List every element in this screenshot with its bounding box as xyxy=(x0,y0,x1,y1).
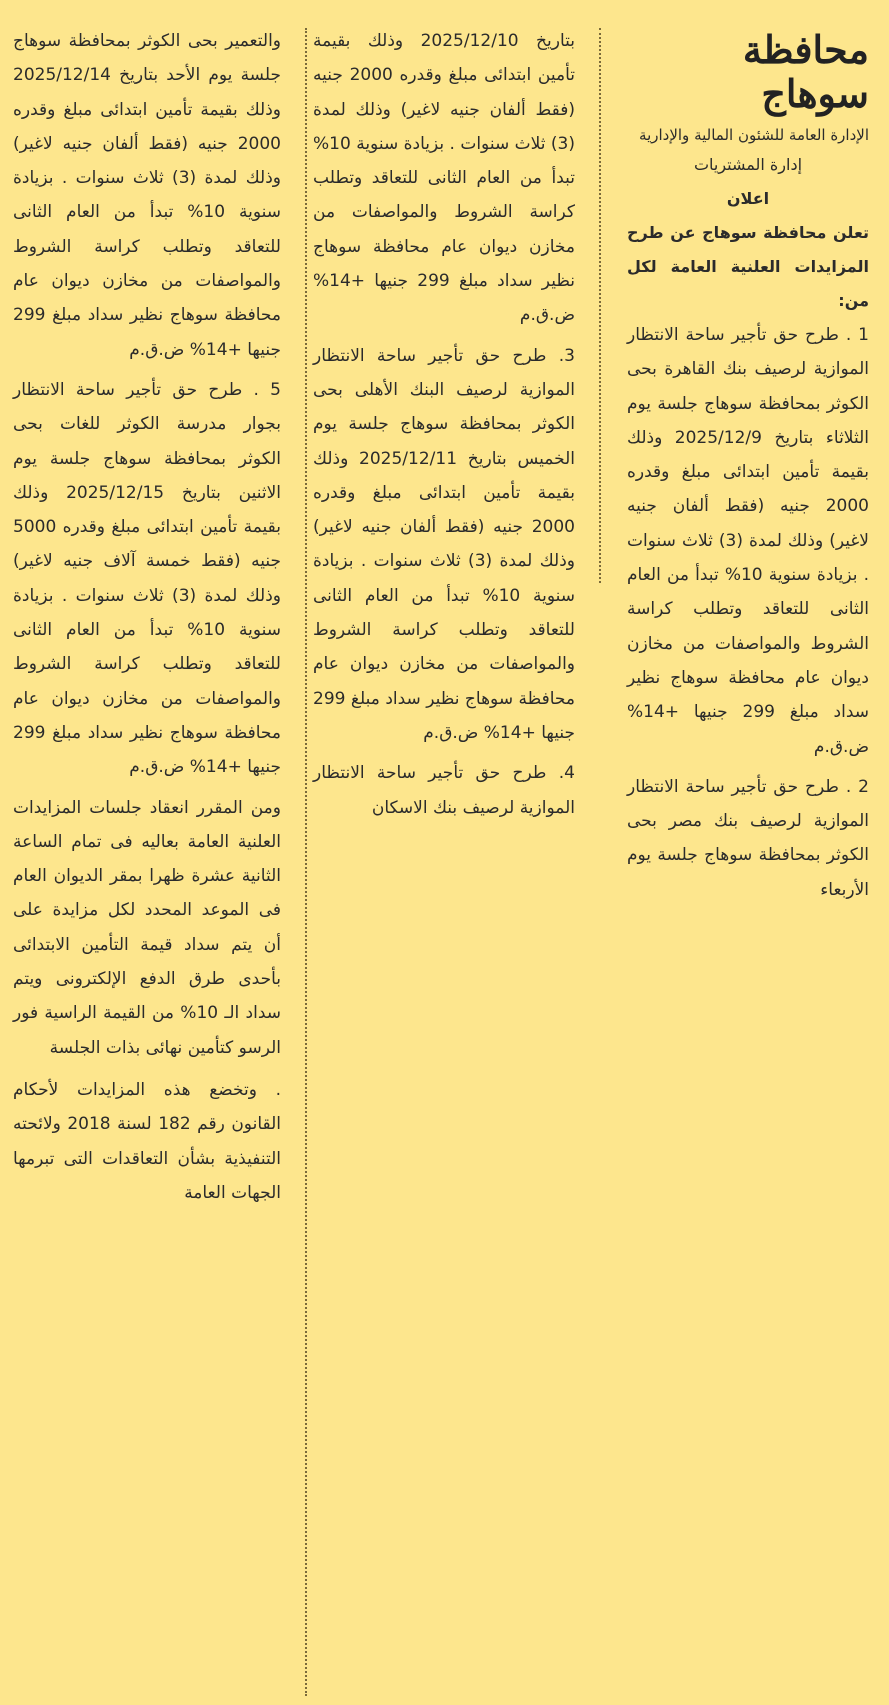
auction-item-3: 3. طرح حق تأجير ساحة الانتظار الموازية لرصيف البنك الأهلى بحى الكوثر بمحافظة سوهاج جلسة يوم الخميس بتاريخ 2025/12/11 وذلك بقيمة تأمين ابتدائى مبلغ وقدره 2000 جنيه (فقط ألفان جنيه لاغير) وذلك لمدة (3) ثلاث سنوات . بزيادة سنوية 10% تبدأ من العام الثانى للتعاقد وتطلب كراسة الشروط والمواصفات من مخازن ديوان عام محافظة سوهاج نظير سداد مبلغ 299 جنيها +14% ض.ق.م xyxy=(313,345,575,743)
auction-item-4-start: 4. طرح حق تأجير ساحة الانتظار الموازية لرصيف بنك الاسكان xyxy=(313,763,575,818)
auction-item-4-end: والتعمير بحى الكوثر بمحافظة سوهاج جلسة يوم الأحد بتاريخ 2025/12/14 وذلك بقيمة تأمين ابتدائى مبلغ وقدره 2000 جنيه (فقط ألفان جنيه لاغير) وذلك لمدة (3) ثلاث سنوات . بزيادة سنوية 10% تبدأ من العام الثانى للتعاقد وتطلب كراسة الشروط والمواصفات من مخازن ديوان عام محافظة سوهاج نظير سداد مبلغ 299 جنيها +14% ض.ق.م xyxy=(13,31,282,360)
auction-item-1: 1 . طرح حق تأجير ساحة الانتظار الموازية لرصيف بنك القاهرة بحى الكوثر بمحافظة سوهاج جلسة يوم الثلاثاء بتاريخ 2025/12/9 وذلك بقيمة تأمين ابتدائى مبلغ وقدره 2000 جنيه (فقط ألفان جنيه لاغير) وذلك لمدة (3) ثلاث سنوات . بزيادة سنوية 10% تبدأ من العام الثانى للتعاقد وتطلب كراسة الشروط والمواصفات من مخازن ديوان عام محافظة سوهاج نظير سداد مبلغ 299 جنيها +14% ض.ق.م xyxy=(627,325,869,757)
sub-department: إدارة المشتريات xyxy=(693,155,803,174)
column-divider xyxy=(599,28,601,583)
auction-item-2-end: بتاريخ 2025/12/10 وذلك بقيمة تأمين ابتدائى مبلغ وقدره 2000 جنيه (فقط ألفان جنيه لاغير) وذلك لمدة (3) ثلاث سنوات . بزيادة سنوية 10% تبدأ من العام الثانى للتعاقد وتطلب كراسة الشروط والمواصفات من مخازن ديوان عام محافظة سوهاج نظير سداد مبلغ 299 جنيها +14% ض.ق.م xyxy=(313,31,576,326)
column-divider xyxy=(305,28,307,1696)
auction-item-2-start: 2 . طرح حق تأجير ساحة الانتظار الموازية لرصيف بنك مصر بحى الكوثر بمحافظة سوهاج جلسة يوم الأربعاء xyxy=(627,776,869,900)
intro-text: تعلن محافظة سوهاج عن طرح المزايدات العلنية العامة لكل من: xyxy=(627,223,869,310)
column-middle xyxy=(313,24,575,831)
session-details-paragraph: ومن المقرر انعقاد جلسات المزايدات العلنية العامة بعاليه فى تمام الساعة الثانية عشرة ظهرا بمقر الديوان العام فى الموعد المحدد لكل مزايدة على أن يتم سداد قيمة التأمين الابتدائى بأحدى طرق الدفع الإلكترونى ويتم سداد الـ 10% من القيمة الراسية فور الرسو كتأمين نهائى بذات الجلسة xyxy=(13,797,281,1058)
column-left xyxy=(13,24,281,1218)
auction-item-5: 5 . طرح حق تأجير ساحة الانتظار بجوار مدرسة الكوثر للغات بحى الكوثر بمحافظة سوهاج جلسة يوم الاثنين بتاريخ 2025/12/15 وذلك بقيمة تأمين ابتدائى مبلغ وقدره 5000 جنيه (فقط خمسة آلاف جنيه لاغير) وذلك لمدة (3) ثلاث سنوات . بزيادة سنوية 10% تبدأ من العام الثانى للتعاقد وتطلب كراسة الشروط والمواصفات من مخازن ديوان عام محافظة سوهاج نظير سداد مبلغ 299 جنيها +14% ض.ق.م xyxy=(13,379,282,778)
page-title: محافظة سوهاج xyxy=(742,27,869,116)
legal-reference-paragraph: . وتخضع هذه المزايدات لأحكام القانون رقم 182 لسنة 2018 ولائحته التنفيذية بشأن التعاقدات التى تبرمها الجهات العامة xyxy=(13,1079,281,1203)
department-name: الإدارة العامة للشئون المالية والإدارية xyxy=(639,126,869,144)
column-right xyxy=(627,22,869,913)
notice-label: اعلان xyxy=(726,189,770,208)
